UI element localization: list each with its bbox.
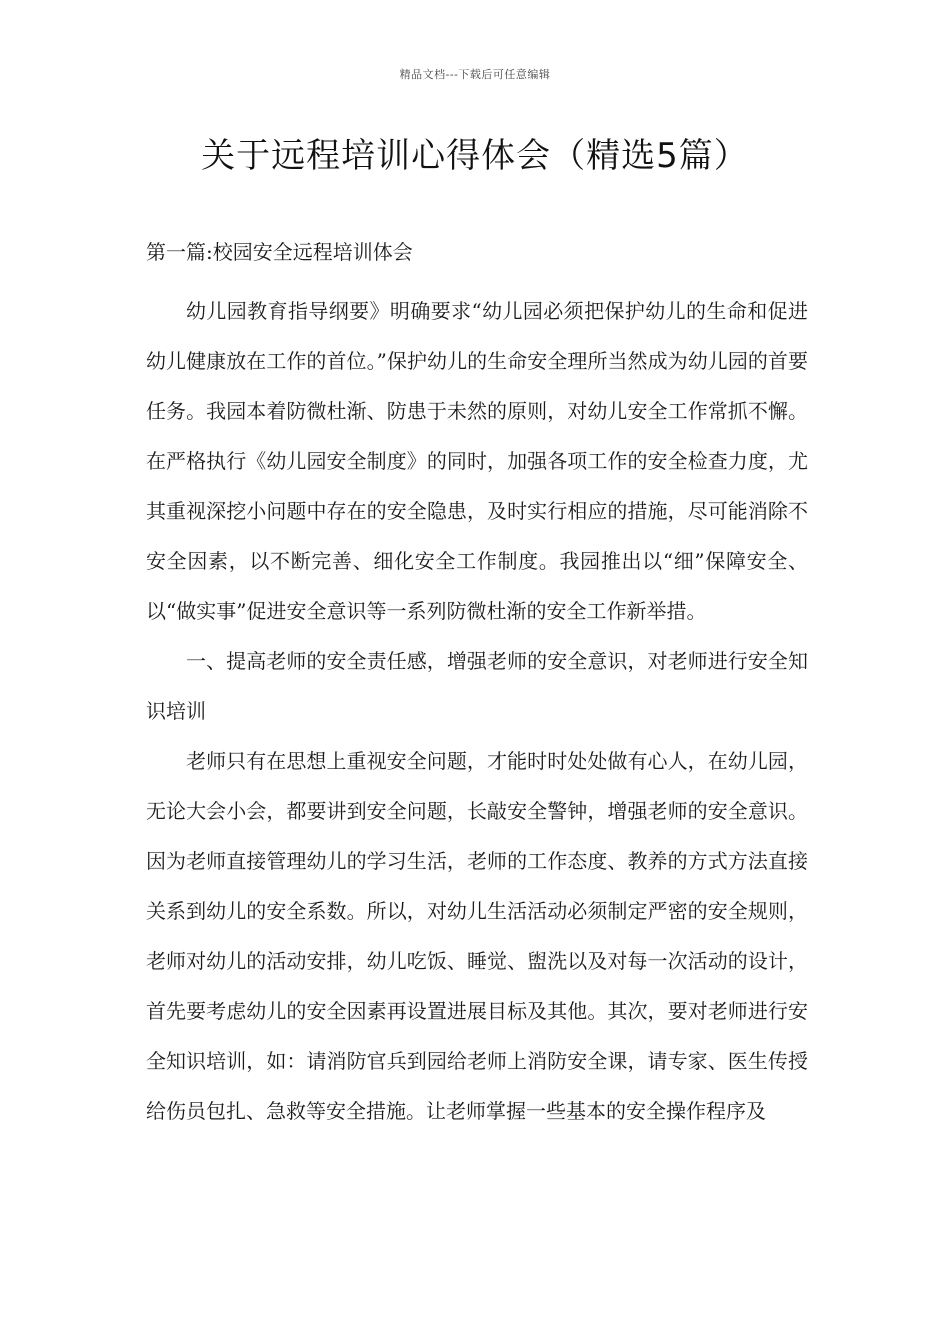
paragraph: 老师只有在思想上重视安全问题，才能时时处处做有心人，在幼儿园，无论大会小会，都要讲到安全问题，长敲安全警钟，增强老师的安全意识。因为老师直接管理幼儿的学习生活，老师的工作态度、教养的方式方法直接关系到幼儿的安全系数。所以，对幼儿生活活动必须制定严密的安全规则，老师对幼儿的活动安排，幼儿吃饭、睡觉、盥洗以及对每一次活动的设计，首先要考虑幼儿的安全因素再设置进展目标及其他。其次，要对老师进行安全知识培训，如：请消防官兵到园给老师上消防安全课，请专家、医生传授给伤员包扎、急救等安全措施。让老师掌握一些基本的安全操作程序及 bbox=[146, 749, 808, 1123]
document-title: 关于远程培训心得体会（精选5篇） bbox=[201, 136, 749, 176]
paragraph: 一、提高老师的安全责任感，增强老师的安全意识，对老师进行安全知识培训 bbox=[146, 649, 808, 723]
paragraph: 幼儿园教育指导纲要》明确要求“幼儿园必须把保护幼儿的生命和促进幼儿健康放在工作的首位。”保护幼儿的生命安全理所当然成为幼儿园的首要任务。我园本着防微杜渐、防患于未然的原则，对幼儿安全工作常抓不懈。在严格执行《幼儿园安全制度》的同时，加强各项工作的安全检查力度，尤其重视深挖小问题中存在的安全隐患，及时实行相应的措施，尽可能消除不安全因素，以不断完善、细化安全工作制度。我园推出以“细”保障安全、以“做实事”促进安全意识等一系列防微杜渐的安全工作新举措。 bbox=[146, 299, 808, 623]
section-heading: 第一篇:校园安全远程培训体会 bbox=[146, 240, 413, 264]
header-note: 精品文档---下载后可任意编辑 bbox=[399, 68, 551, 81]
body-text bbox=[146, 286, 808, 1136]
